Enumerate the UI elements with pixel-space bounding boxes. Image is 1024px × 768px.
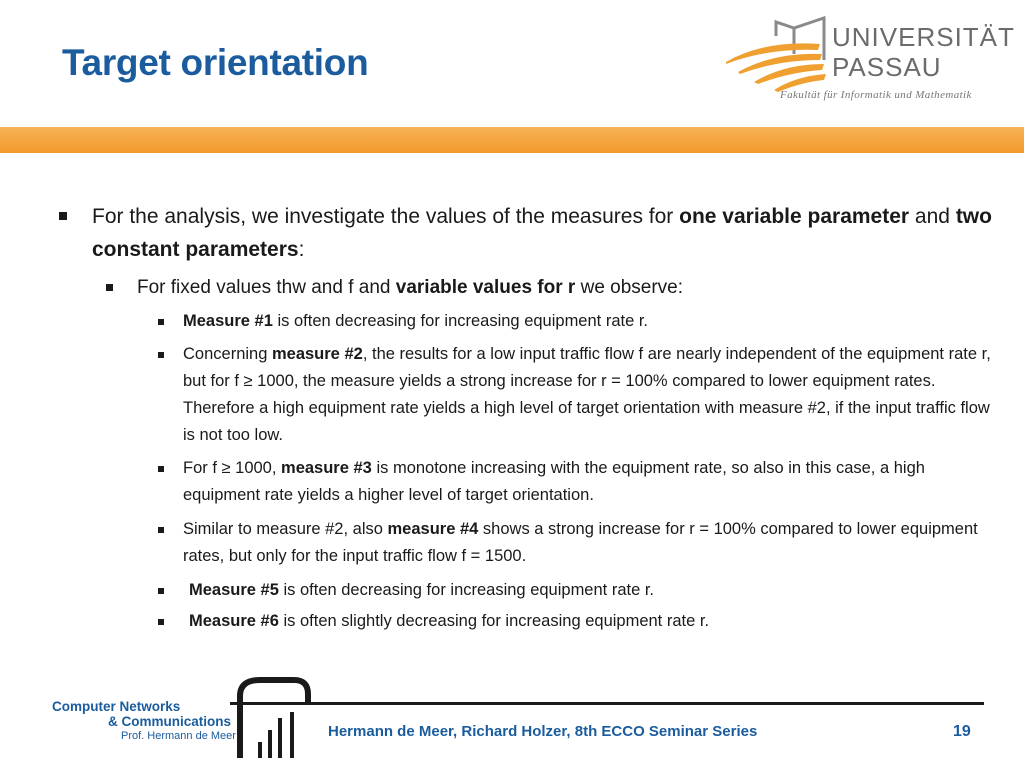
bullet-text: :: [298, 238, 305, 261]
bullet-bold: one variable parameter: [679, 205, 910, 228]
bullet-text: we observe:: [575, 277, 684, 298]
measure-prefix: Concerning: [183, 345, 272, 363]
measure-label: Measure #5: [189, 581, 279, 599]
footer-divider: [230, 702, 984, 705]
header-banner: [0, 127, 1024, 153]
measure-prefix: For f ≥ 1000,: [183, 459, 282, 477]
measure-item-3: [183, 455, 1003, 509]
bullet-marker: [158, 352, 164, 358]
bullet-marker: [106, 284, 113, 291]
measure-text: is often decreasing for increasing equipment rate r.: [278, 581, 655, 599]
measure-item-4: [183, 516, 1003, 570]
measure-label: measure #2: [271, 345, 363, 363]
bullet-marker: [158, 588, 164, 594]
bullet-bold: two constant parameters: [92, 205, 992, 261]
bullet-text: and: [909, 205, 956, 228]
university-logo-icon: [724, 14, 834, 94]
measure-item-6: [189, 608, 1009, 635]
measure-label: measure #4: [387, 520, 479, 538]
measure-text: is monotone increasing with the equipment rate, so also in this case, a high equipment rate yields a higher level of target orientation.: [183, 459, 925, 504]
footer-text: Hermann de Meer, Richard Holzer, 8th ECCO Seminar Series: [328, 723, 758, 740]
slide-title: Target orientation: [62, 42, 369, 83]
measure-text: is often slightly decreasing for increasing equipment rate r.: [278, 612, 710, 630]
bullet-level2: [137, 275, 987, 301]
bullet-marker: [158, 466, 164, 472]
page-number: 19: [953, 723, 971, 740]
bullet-level1: [92, 200, 992, 266]
group-professor: Prof. Hermann de Meer: [121, 730, 236, 742]
group-name: Computer Networks: [52, 699, 181, 714]
measure-text: shows a strong increase for r = 100% compared to lower equipment rates, but only for the input traffic flow f = 1500.: [183, 520, 978, 565]
bullet-marker: [59, 212, 67, 220]
group-name-line2: & Communications: [108, 714, 232, 729]
measure-label: measure #3: [281, 459, 372, 477]
measure-text: is often decreasing for increasing equipment rate r.: [272, 312, 649, 330]
measure-item-2: [183, 341, 1003, 449]
bullet-text: For the analysis, we investigate the values of the measures for: [92, 205, 680, 228]
measure-item-1: [183, 308, 1003, 335]
logo-faculty-text: Fakultät für Informatik und Mathematik: [780, 89, 972, 101]
measure-prefix: Similar to measure #2, also: [183, 520, 388, 538]
measure-label: Measure #6: [189, 612, 279, 630]
cn-logo-icon: [234, 676, 314, 760]
measure-text: , the results for a low input traffic flow f are nearly independent of the equipment rate r, but for f ≥ 1000, the measure yields a strong increase for r = 100% compared to lower equipment rates. Therefore a high equipment rate yields a high level of target orientation with measure #2, if the input traffic flow is not too low.: [183, 345, 991, 444]
logo-university-text: UNIVERSITÄT: [832, 22, 1015, 52]
bullet-bold: variable values for r: [395, 277, 576, 298]
bullet-marker: [158, 619, 164, 625]
measure-label: Measure #1: [183, 312, 273, 330]
logo-passau-text: PASSAU: [832, 52, 942, 82]
bullet-text: For fixed values thw and f and: [137, 277, 396, 298]
measure-item-5: [189, 577, 1009, 604]
bullet-marker: [158, 527, 164, 533]
bullet-marker: [158, 319, 164, 325]
